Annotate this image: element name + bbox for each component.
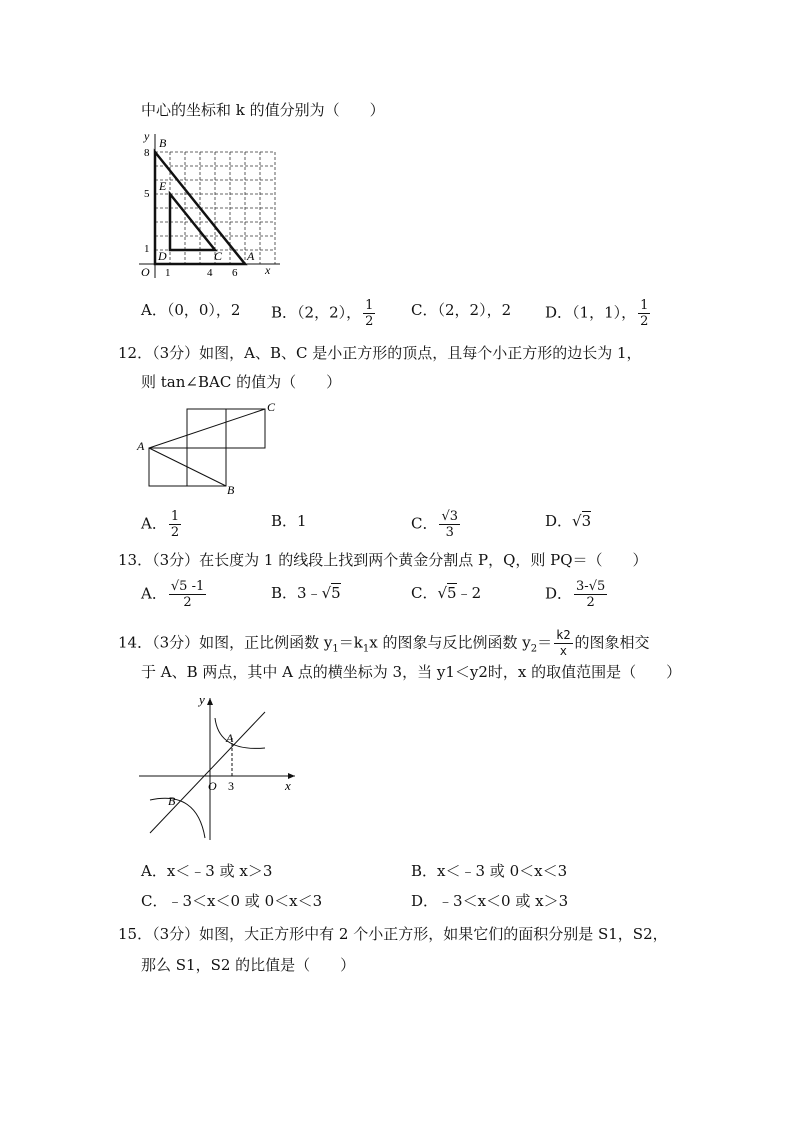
q12-point-a: A	[137, 439, 145, 453]
q14-stem-line2: 于 A、B 两点，其中 A 点的横坐标为 3，当 y1＜y2时，x 的取值范围是（ ）	[141, 663, 682, 681]
q11-figure	[135, 128, 285, 288]
q12-point-c: C	[267, 400, 276, 414]
q11-option-b: B．（2，2）， $\frac{1}{2}$	[271, 298, 374, 329]
q11-y-axis-label: y	[144, 129, 150, 143]
q14-option-a: A．x＜﹣3 或 x＞3	[141, 862, 273, 880]
q11-point-e: E	[159, 179, 167, 193]
q14-option-c: C．﹣3＜x＜0 或 0＜x＜3	[141, 892, 323, 910]
q11-ytick-5: 5	[144, 188, 150, 200]
q12-stem-line2: 则 tan∠BAC 的值为（ ）	[141, 373, 342, 391]
q14-x-axis-label: x	[285, 778, 291, 793]
q11-option-c: C．（2，2），2	[411, 301, 512, 319]
q12-option-b: B．1	[271, 512, 307, 530]
q11-origin-label: O	[141, 265, 150, 279]
q12-option-a: A． $\frac{1}{2}$	[141, 509, 180, 540]
q13-stem-line1: 13．（3分）在长度为 1 的线段上找到两个黄金分割点 P，Q，则 PQ＝（ ）	[118, 551, 648, 569]
q11-point-c: C	[214, 249, 223, 263]
q14-option-d: D．﹣3＜x＜0 或 x＞3	[411, 892, 569, 910]
q11-option-a: A．（0，0），2	[141, 301, 241, 319]
q11-option-d: D．（1，1）， $\frac{1}{2}$	[545, 298, 649, 329]
q15-stem-line2: 那么 S1，S2 的比值是（ ）	[141, 956, 356, 974]
q12-stem-line1: 12．（3分）如图，A、B、C 是小正方形的顶点，且每个小正方形的边长为 1，	[118, 344, 642, 362]
q13-option-a: A． $\frac{√5 -1}{2}$	[141, 579, 205, 610]
q13-option-c: C．√5﹣2	[411, 584, 482, 602]
q13-option-b: B．3﹣√5	[271, 584, 341, 602]
q11-point-d: D	[158, 249, 167, 263]
q11-ytick-1: 1	[144, 243, 150, 255]
q11-x-axis-label: x	[265, 263, 271, 277]
q11-xtick-1: 1	[165, 267, 171, 279]
q12-point-b: B	[227, 483, 235, 497]
q14-tick-3: 3	[228, 779, 234, 793]
q11-point-b: B	[159, 136, 167, 150]
q11-xtick-6: 6	[232, 267, 238, 279]
q12-option-d: D．√3	[545, 512, 592, 530]
q14-y-axis-label: y	[199, 692, 205, 707]
q12-figure	[132, 398, 292, 498]
q14-figure	[135, 690, 305, 850]
q13-option-d: D． $\frac{3-√5}{2}$	[545, 579, 606, 610]
q11-stem-tail: 中心的坐标和 k 的值分别为（ ）	[141, 101, 385, 119]
q11-xtick-4: 4	[207, 267, 213, 279]
q11-ytick-8: 8	[144, 147, 150, 159]
q14-origin-label: O	[208, 779, 217, 793]
q14-stem-line1: 14．（3分）如图，正比例函数 $y_1=k_1x$ 的图象与反比例函数 $y_2=$ $\frac{k2}{x}$ 的图象相交	[118, 628, 650, 658]
q12-option-c: C． $\frac{√3}{3}$	[411, 509, 459, 540]
q11-point-a: A	[247, 249, 255, 263]
q14-point-a: A	[226, 731, 234, 745]
q14-point-b: B	[168, 794, 176, 808]
q15-stem-line1: 15．（3分）如图，大正方形中有 2 个小正方形，如果它们的面积分别是 S1，S2，	[118, 925, 668, 943]
q14-option-b: B．x＜﹣3 或 0＜x＜3	[411, 862, 568, 880]
